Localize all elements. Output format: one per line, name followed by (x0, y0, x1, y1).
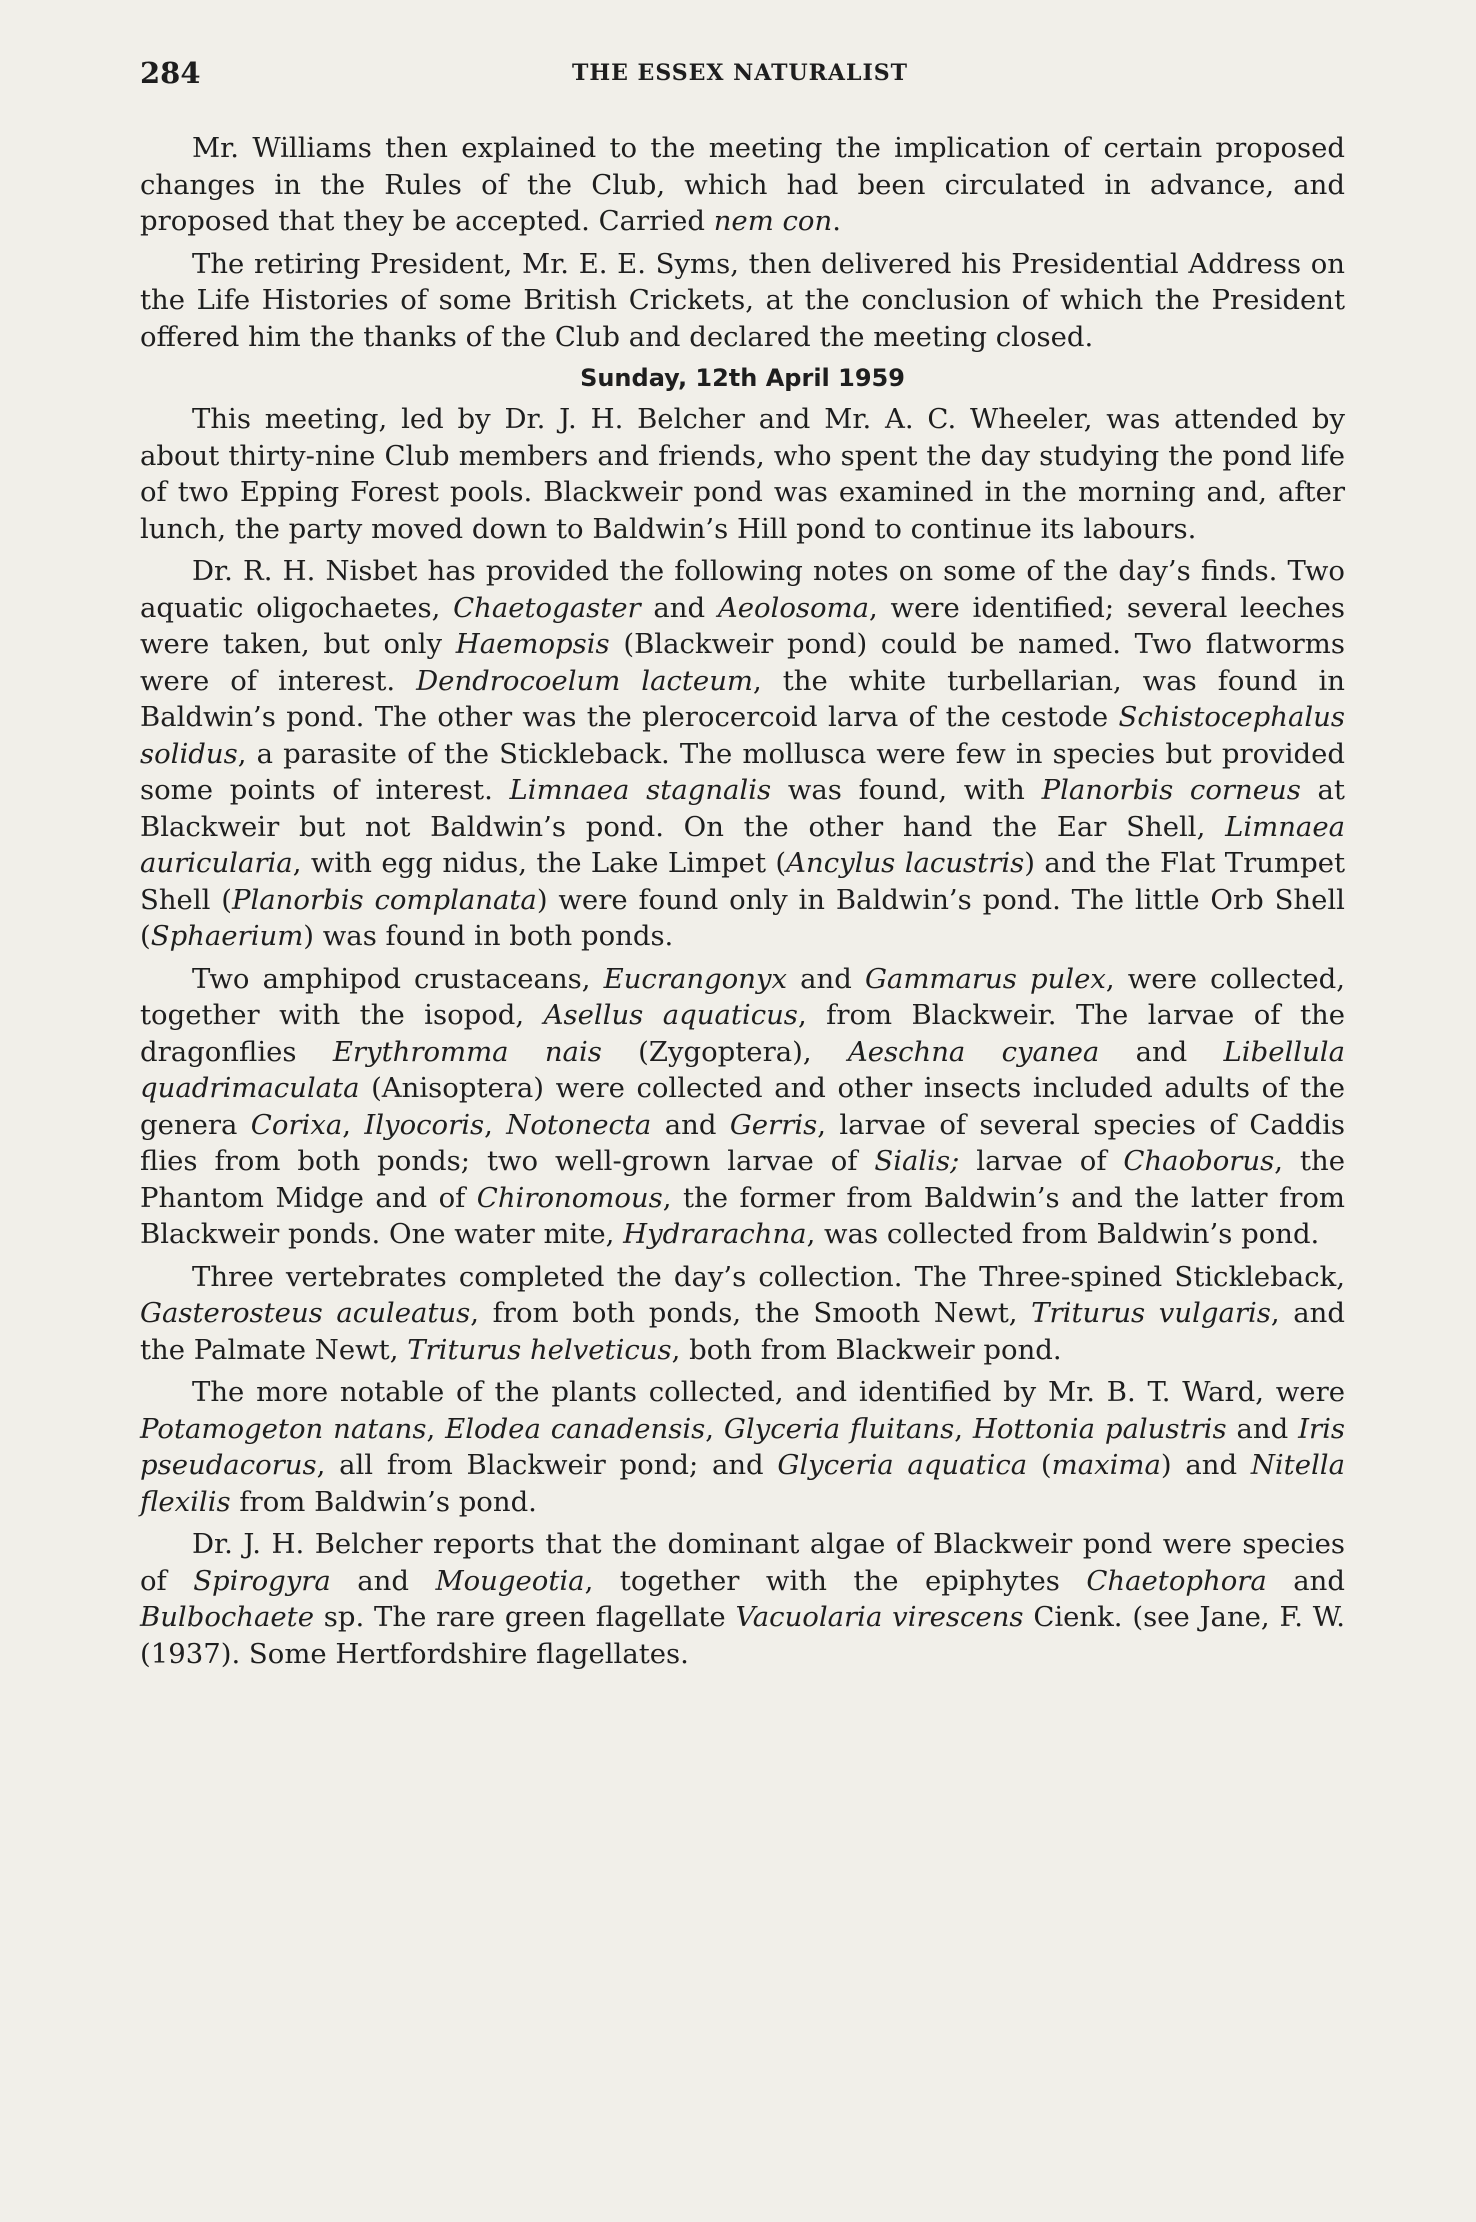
page-header (140, 56, 1340, 104)
body-text (140, 130, 1345, 1678)
paragraph-rules-changes: Mr. Williams then explained to the meeting the implication of certain proposed changes in the Rules of the Club, which had been circulated in advance, and proposed that they be accepted. Carried nem con. (140, 132, 1345, 237)
paragraph-presidential-address: The retiring President, Mr. E. E. Syms, then delivered his Presidential Address on the Life Histories of some British Crickets, at the conclusion of which the President offered him the thanks of the Club and declared the meeting closed. (140, 247, 1345, 353)
paragraph-vertebrates: Three vertebrates completed the day’s collection. The Three-spined Stickleback, Gasterosteus aculeatus, from both ponds, the Smooth Newt, Triturus vulgaris, and the Palmate Newt, Triturus helveticus, both from Blackweir pond. (140, 1260, 1345, 1366)
paragraph-plants: The more notable of the plants collected, and identified by Mr. B. T. Ward, were Potamogeton natans, Elodea canadensis, Glyceria fluitans, Hottonia palustris and Iris pseudacorus, all from Blackweir pond; and Glyceria aquatica (maxima) and Nitella flexilis from Baldwin’s pond. (140, 1376, 1345, 1518)
section-heading: Sunday, 12th April 1959 (580, 364, 905, 392)
page-number: 284 (140, 56, 201, 90)
paragraph-meeting-summary: This meeting, led by Dr. J. H. Belcher and Mr. A. C. Wheeler, was attended by about thirty-nine Club members and friends, who spent the day studying the pond life of two Epping Forest pools. Blackweir pond was examined in the morning and, after lunch, the party moved down to Baldwin’s Hill pond to continue its labours. (140, 403, 1345, 545)
running-head: THE ESSEX NATURALIST (571, 60, 909, 86)
paragraph-invertebrate-finds: Dr. R. H. Nisbet has provided the following notes on some of the day’s finds. Two aquatic oligochaetes, Chaetogaster and Aeolosoma, were identified; several leeches were taken, but only Haemopsis (Blackweir pond) could be named. Two flatworms were of interest. Dendrocoelum lacteum, the white turbellarian, was found in Baldwin’s pond. The other was the plerocercoid larva of the cestode Schistocephalus solidus, a parasite of the Stickleback. The mollusca were few in species but provided some points of interest. Limnaea stagnalis was found, with Planorbis corneus at Blackweir but not Baldwin’s pond. On the other hand the Ear Shell, Limnaea auricularia, with egg nidus, the Lake Limpet (Ancylus lacustris) and the Flat Trumpet Shell (Planorbis complanata) were found only in Baldwin’s pond. The little Orb Shell (Sphaerium) was found in both ponds. (140, 555, 1346, 952)
paragraph-algae: Dr. J. H. Belcher reports that the dominant algae of Blackweir pond were species of Spirogyra and Mougeotia, together with the epiphytes Chaetophora and Bulbochaete sp. The rare green flagellate Vacuolaria virescens Cienk. (see Jane, F. W. (1937). Some Hertfordshire flagellates. (140, 1528, 1346, 1670)
paragraph-crustaceans-insects: Two amphipod crustaceans, Eucrangonyx and Gammarus pulex, were collected, together with the isopod, Asellus aquaticus, from Blackweir. The larvae of the dragonflies Erythromma nais (Zygoptera), Aeschna cyanea and Libellula quadrimaculata (Anisoptera) were collected and other insects included adults of the genera Corixa, Ilyocoris, Notonecta and Gerris, larvae of several species of Caddis flies from both ponds; two well-grown larvae of Sialis; larvae of Chaoborus, the Phantom Midge and of Chironomous, the former from Baldwin’s and the latter from Blackweir ponds. One water mite, Hydrarachna, was collected from Baldwin’s pond. (140, 962, 1345, 1250)
